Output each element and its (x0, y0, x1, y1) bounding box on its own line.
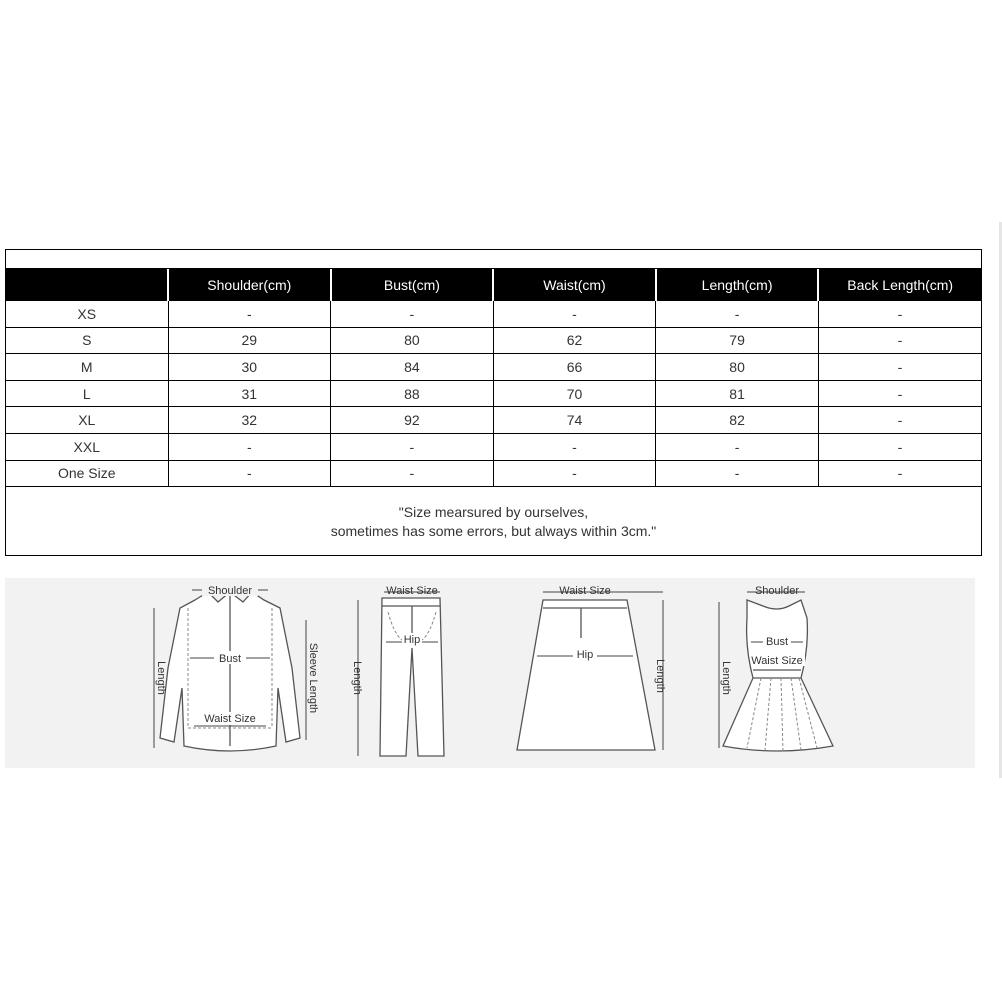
length-cell: 80 (656, 354, 819, 381)
size-chart-top-bar (6, 250, 981, 269)
header-size (6, 269, 168, 301)
shoulder-cell: - (168, 460, 331, 487)
bust-cell: 92 (331, 407, 494, 434)
dress-diagram (705, 578, 875, 768)
table-row (6, 433, 981, 460)
back-length-cell: - (818, 407, 981, 434)
length-cell: 82 (656, 407, 819, 434)
back-length-cell: - (818, 301, 981, 328)
bust-label: Bust (765, 636, 789, 648)
length-label: Length (654, 659, 666, 693)
length-label: Length (720, 661, 732, 695)
measurement-diagrams (5, 578, 975, 768)
dress-outline (723, 600, 833, 751)
back-length-cell: - (818, 354, 981, 381)
hip-label: Hip (403, 634, 421, 646)
table-row (6, 327, 981, 354)
size-label: L (6, 380, 168, 407)
length-cell: - (656, 301, 819, 328)
bust-cell: 84 (331, 354, 494, 381)
bust-cell: - (331, 460, 494, 487)
length-cell: 81 (656, 380, 819, 407)
header-length: Length(cm) (656, 269, 819, 301)
waist-cell: 70 (493, 380, 656, 407)
size-table-header-row (6, 269, 981, 301)
waist-cell: 74 (493, 407, 656, 434)
header-shoulder: Shoulder(cm) (168, 269, 331, 301)
size-label: XL (6, 407, 168, 434)
bust-cell: - (331, 301, 494, 328)
waist-cell: 66 (493, 354, 656, 381)
table-row (6, 380, 981, 407)
waist-label: Waist Size (204, 713, 256, 725)
table-row (6, 301, 981, 328)
shoulder-cell: - (168, 433, 331, 460)
length-label: Length (155, 661, 167, 695)
shoulder-cell: 32 (168, 407, 331, 434)
length-label: Length (351, 661, 363, 695)
pants-diagram (340, 578, 460, 768)
hip-label: Hip (576, 649, 594, 661)
shoulder-label: Shoulder (207, 585, 253, 597)
size-label: XS (6, 301, 168, 328)
bust-cell: 80 (331, 327, 494, 354)
table-row (6, 460, 981, 487)
table-row (6, 354, 981, 381)
size-label: S (6, 327, 168, 354)
shoulder-label: Shoulder (754, 585, 800, 597)
bust-cell: 88 (331, 380, 494, 407)
table-row (6, 407, 981, 434)
header-bust: Bust(cm) (331, 269, 494, 301)
header-back-length: Back Length(cm) (818, 269, 981, 301)
measurement-note (6, 487, 981, 557)
waist-label: Waist Size (559, 585, 611, 597)
shoulder-cell: 29 (168, 327, 331, 354)
shoulder-cell: - (168, 301, 331, 328)
bust-cell: - (331, 433, 494, 460)
back-length-cell: - (818, 460, 981, 487)
sleeve-label: Sleeve Length (307, 642, 319, 714)
shoulder-cell: 30 (168, 354, 331, 381)
waist-label: Waist Size (751, 655, 803, 667)
back-length-cell: - (818, 380, 981, 407)
waist-cell: - (493, 460, 656, 487)
length-cell: 79 (656, 327, 819, 354)
shirt-diagram (140, 578, 320, 768)
length-cell: - (656, 433, 819, 460)
size-table (6, 269, 981, 487)
waist-cell: 62 (493, 327, 656, 354)
size-chart (5, 249, 982, 556)
size-label: XXL (6, 433, 168, 460)
back-length-cell: - (818, 327, 981, 354)
header-waist: Waist(cm) (493, 269, 656, 301)
length-cell: - (656, 460, 819, 487)
bust-label: Bust (218, 653, 242, 665)
skirt-diagram (505, 578, 685, 768)
note-line-1: "Size mearsured by ourselves, (398, 504, 589, 521)
back-length-cell: - (818, 433, 981, 460)
waist-cell: - (493, 433, 656, 460)
waist-label: Waist Size (386, 585, 438, 597)
shoulder-cell: 31 (168, 380, 331, 407)
waist-cell: - (493, 301, 656, 328)
size-label: M (6, 354, 168, 381)
size-label: One Size (6, 460, 168, 487)
note-line-2: sometimes has some errors, but always within 3cm." (330, 523, 657, 540)
skirt-outline (517, 600, 655, 750)
